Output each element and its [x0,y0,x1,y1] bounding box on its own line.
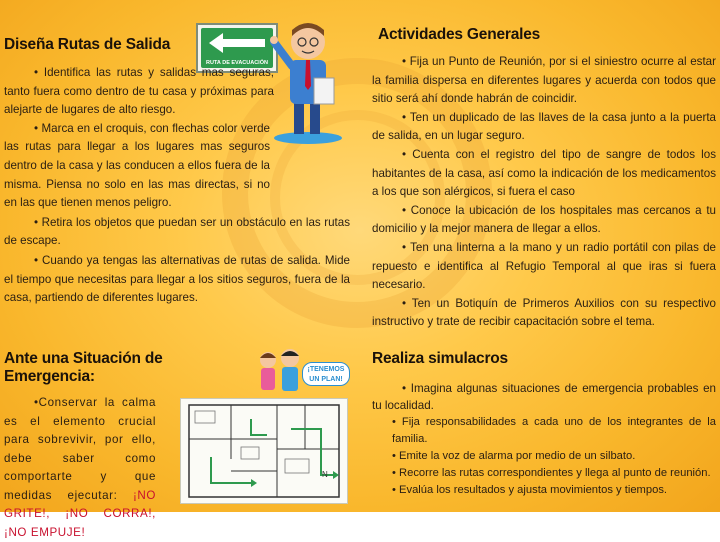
routes-paragraph-1: • Identifica las rutas y salidas mas seguras, tanto fuera como dentro de tu casa y próximas para alejarte de lugares de alto riesgo. [4,66,274,117]
section-title-emergency: Ante una Situación de Emergencia: [4,350,163,385]
sim-item-5: • Evalúa los resultados y ajusta movimientos y tiempos. [392,484,668,496]
warning-no-shout: ¡NO GRITE!, [4,488,156,520]
simulation-section [372,350,716,499]
speech-bubble: ¡TENEMOS UN PLAN! [302,362,350,386]
activity-item-1: • Fija un Punto de Reunión, por si el siniestro ocurre al estar la familia dispersa en diferentes lugares y acuerda con todos que sitio será ahí donde habrán de coincidir. [372,55,716,106]
activity-item-4: • Conoce la ubicación de los hospitales mas cercanos a tu domicilio y la mejor manera de llegar a ellos. [372,203,716,236]
sim-item-3: • Emite la voz de alarma por medio de un silbato. [392,450,636,462]
section-title-simulations: Realiza simulacros [372,350,508,367]
sim-item-1: • Imagina algunas situaciones de emergencia probables en tu localidad. [372,382,716,412]
section-title-routes: Diseña Rutas de Salida [4,36,171,53]
sim-item-2: • Fija responsabilidades a cada uno de los integrantes de la familia. [392,416,716,445]
sim-item-4: • Recorre las rutas correspondientes y llega al punto de reunión. [392,467,711,479]
left-column [4,30,350,308]
emergency-text [4,394,156,542]
emergency-advice: •Conservar la calma es el elemento crucial para sobrevivir, por ello, debe saber como comportarte y que medidas ejecutar: [4,396,156,502]
routes-paragraph-4: • Cuando ya tengas las alternativas de rutas de salida. Mide el tiempo que necesitas para llegar a los sitios seguros, fuera de la casa, partiendo de diferentes lugares. [4,253,350,305]
routes-paragraph-2: • Marca en el croquis, con flechas color verde las rutas para llegar a los lugares mas seguros dentro de la casa y las conducen a ellos fuera de la misma. Piensa no solo en las mas directas, si no en las que tienen menos peligro. [4,121,270,210]
warning-no-run: ¡NO CORRA!, ¡NO EMPUJE! [4,507,157,539]
section-title-activities: Actividades Generales [378,26,541,43]
sign-label: RUTA DE EVACUACIÓN [206,60,268,66]
compass-icon [322,470,328,479]
floor-plan-map [180,398,348,504]
activity-item-3: • Cuenta con el registro del tipo de sangre de todos los habitantes de la casa, así como la indicación de los medicamentos a los que son alérgicos, si fuera el caso [372,147,716,199]
right-column [372,26,716,332]
routes-paragraph-3: • Retira los objetos que puedan ser un obstáculo en las rutas de escape. [4,215,350,248]
activity-item-2: • Ten un duplicado de las llaves de la casa junto a la puerta de salida, en un lugar seguro. [372,110,716,143]
compass-north-label: N [322,470,328,479]
activity-item-5: • Ten una linterna a la mano y un radio portátil con pilas de repuesto e identifica al Refugio Temporal al que iras si fuera necesario. [372,240,716,292]
activity-item-6: • Ten un Botiquín de Primeros Auxilios con su respectivo instructivo y trate de recibir capacitación sobre el tema. [372,296,716,329]
